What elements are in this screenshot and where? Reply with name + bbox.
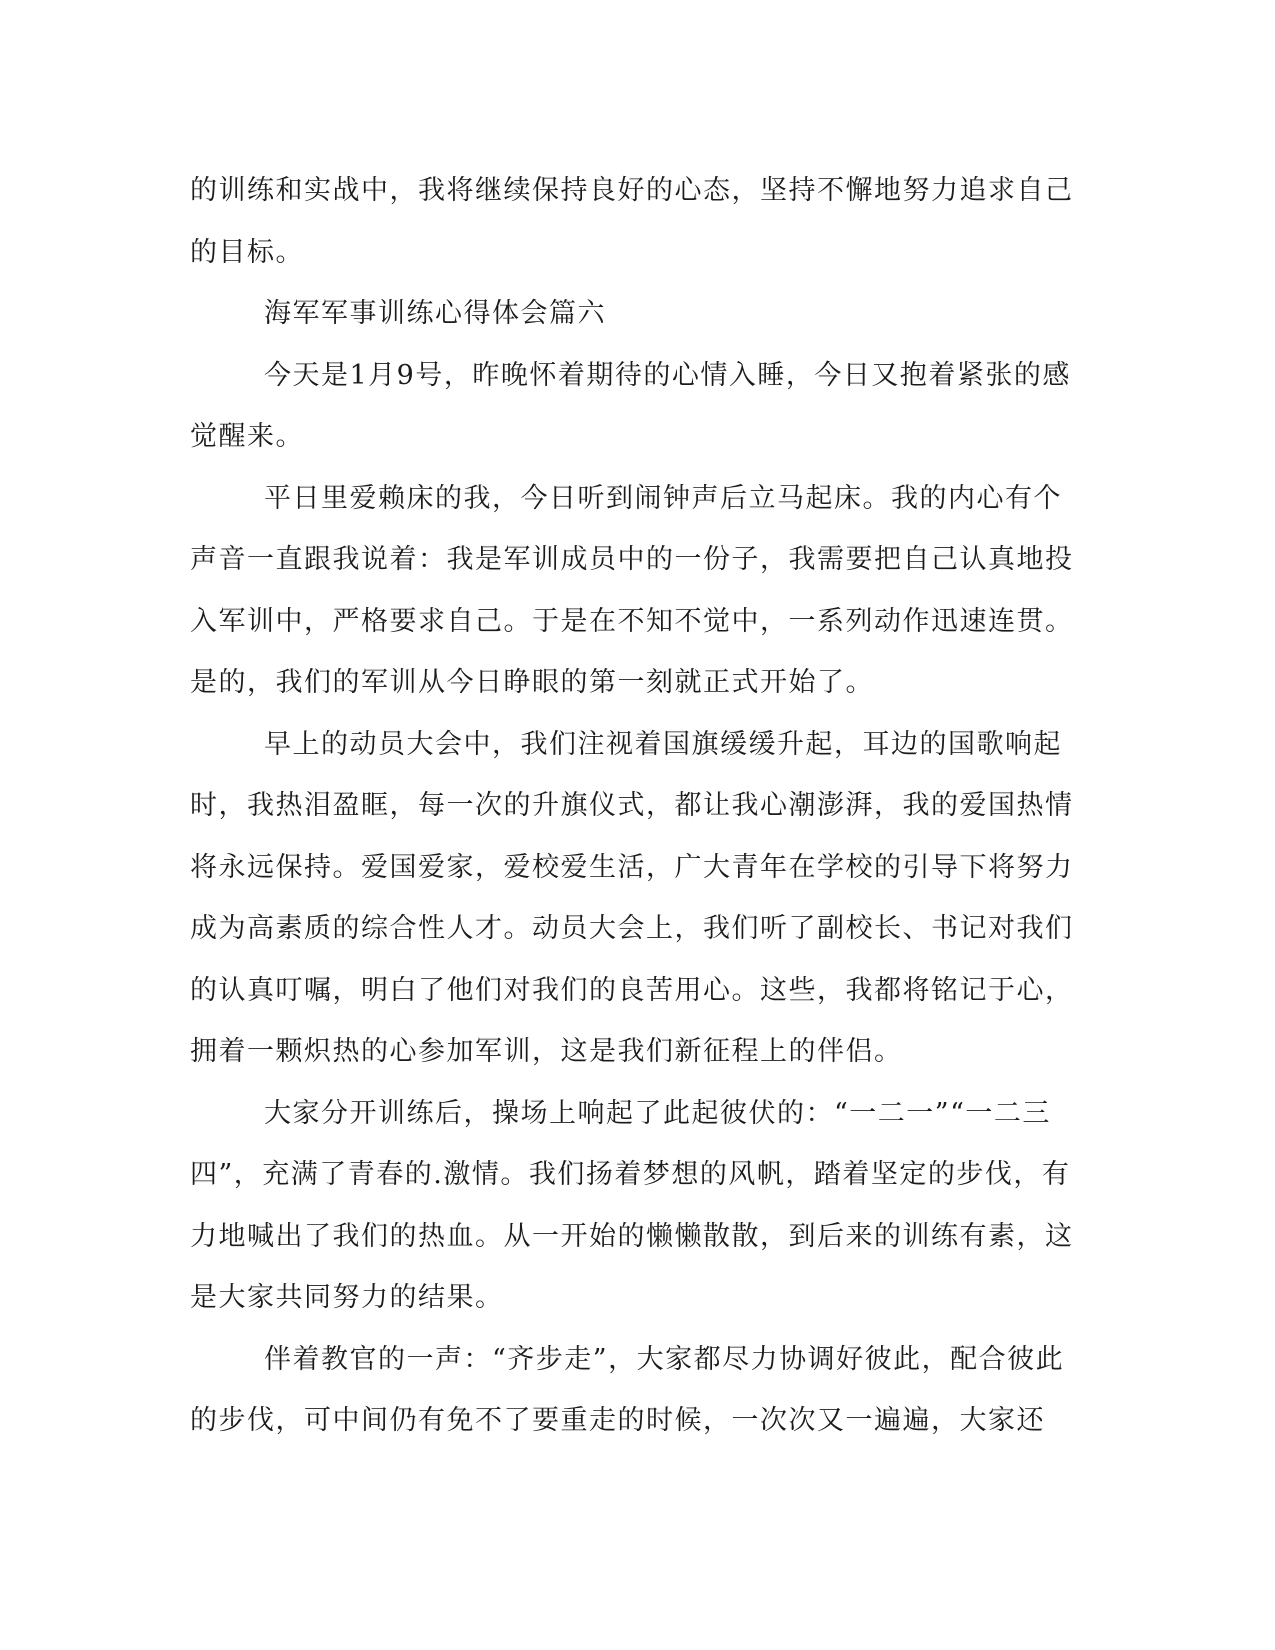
section-heading: 海军军事训练心得体会篇六: [264, 298, 606, 329]
paragraph: 伴着教官的一声：“齐步走”，大家都尽力协调好彼此，配合彼此的步伐，可中间仍有免不了要重走的时候，一次次又一遍遍，大家还: [190, 1343, 1065, 1436]
paragraph: 平日里爱赖床的我，今日听到闹钟声后立马起床。我的内心有个声音一直跟我说着：我是军训成员中的一份子，我需要把自己认真地投入军训中，严格要求自己。于是在不知不觉中，一系列动作迅速连贯。是的，我们的军训从今日睁眼的第一刻就正式开始了。: [190, 482, 1074, 698]
paragraph: 早上的动员大会中，我们注视着国旗缓缓升起，耳边的国歌响起时，我热泪盈眶，每一次的升旗仪式，都让我心潮澎湃，我的爱国热情将永远保持。爱国爱家，爱校爱生活，广大青年在学校的引导下将努力成为高素质的综合性人才。动员大会上，我们听了副校长、书记对我们的认真叮嘱，明白了他们对我们的良苦用心。这些，我都将铭记于心，拥着一颗炽热的心参加军训，这是我们新征程上的伴侣。: [190, 728, 1074, 1067]
paragraph: 今天是1月9号，昨晚怀着期待的心情入睡，今日又抱着紧张的感觉醒来。: [190, 359, 1071, 452]
paragraph: 大家分开训练后，操场上响起了此起彼伏的：“一二一”“一二三四”，充满了青春的.激情。我们扬着梦想的风帆，踏着坚定的步伐，有力地喊出了我们的热血。从一开始的懒懒散散，到后来的训练有素，这是大家共同努力的结果。: [190, 1097, 1074, 1313]
body-text: [190, 160, 1080, 1452]
paragraph-continuation: 的训练和实战中，我将继续保持良好的心态，坚持不懈地努力追求自己的目标。: [190, 175, 1074, 268]
